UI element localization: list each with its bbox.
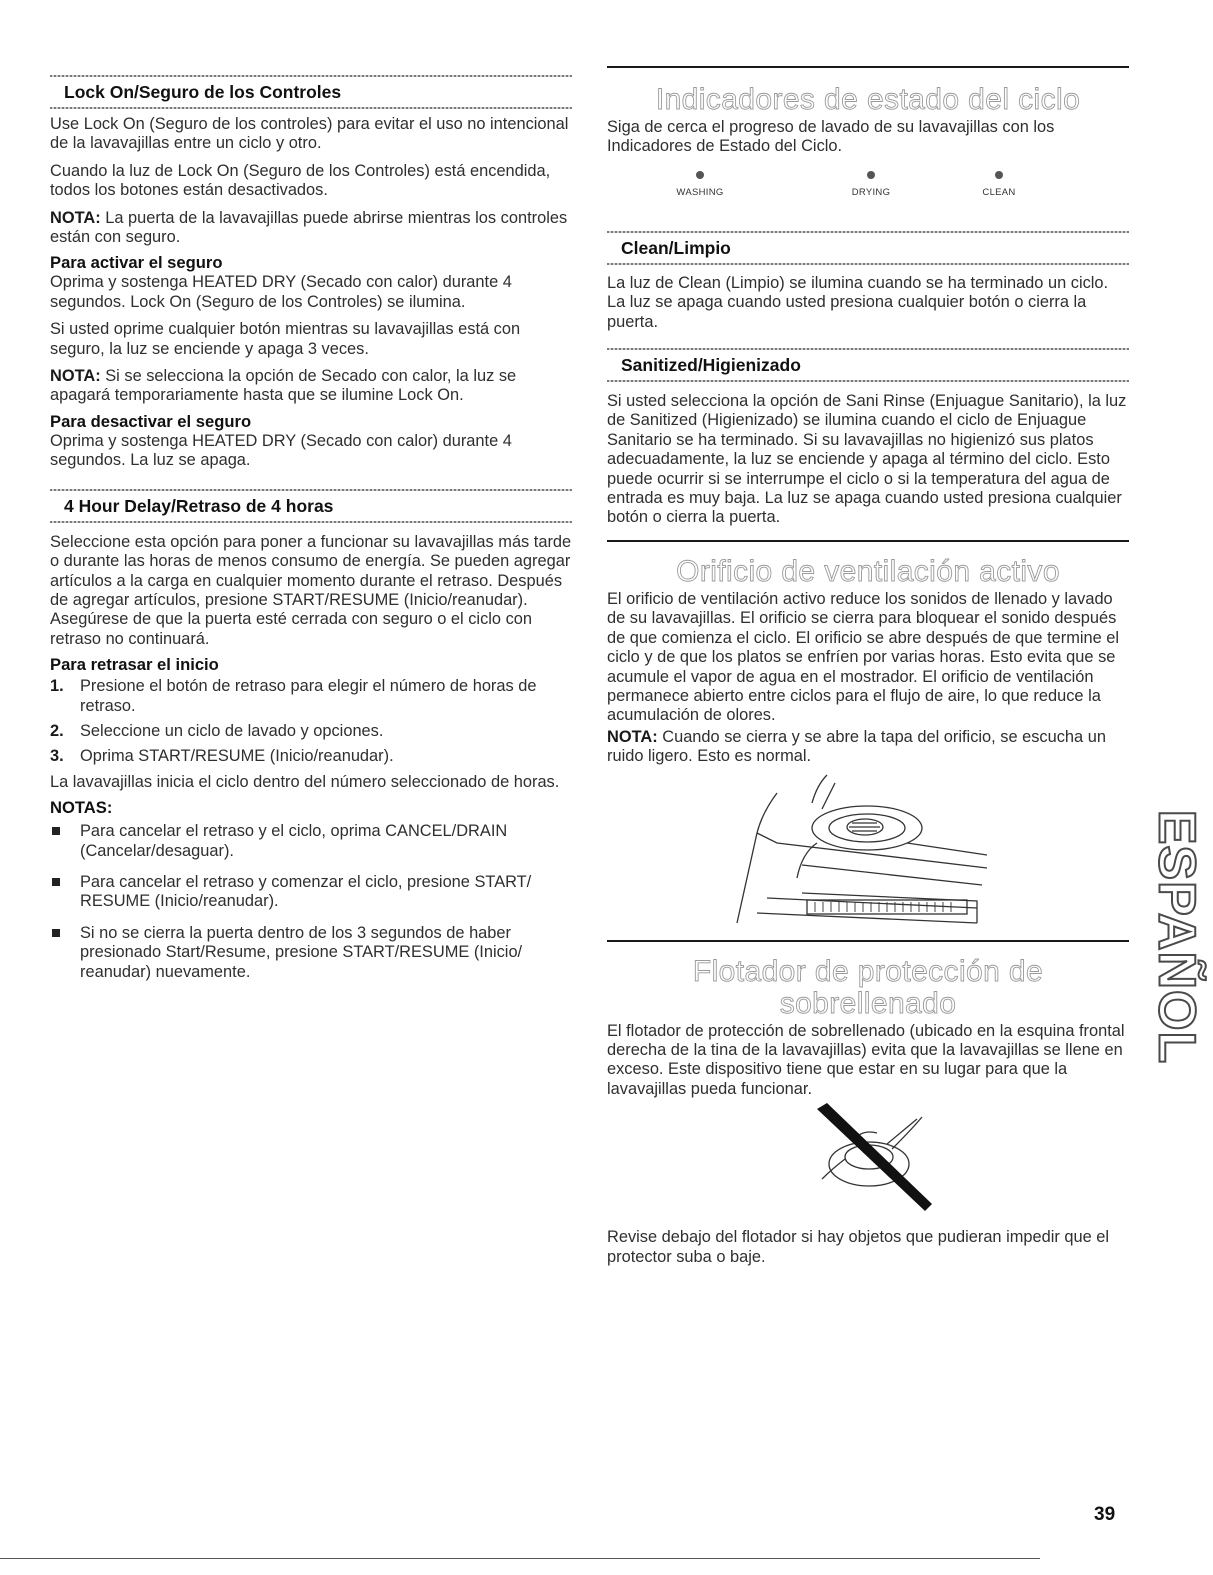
square-bullet-icon — [52, 878, 60, 886]
note-label: NOTA: — [50, 367, 101, 386]
sanitized-heading: Sanitized/Higienizado — [607, 348, 1129, 382]
bottom-divider — [0, 1558, 1040, 1559]
indicator-light-icon — [696, 171, 704, 179]
indicator-light-icon — [867, 171, 875, 179]
lock-note-2 — [50, 367, 572, 406]
right-column — [607, 0, 1129, 1267]
delay-start-heading: Para retrasar el inicio — [50, 655, 219, 675]
step-number: 2. — [50, 721, 64, 740]
step-text: Seleccione un ciclo de lavado y opciones. — [80, 721, 384, 740]
delay-paragraph-1: Seleccione esta opción para poner a funcionar su lavavajillas más tarde o durante las horas de menos consumo de energía. Se pueden agregar artículos a la carga en cualquier momento durante el retraso. Después de agregar artículos, presione START/RESUME (Inicio/reanudar). Asegúrese de que la puerta esté cerrada con seguro o el ciclo con retraso no continuará. — [50, 532, 572, 648]
list-item — [50, 722, 572, 741]
activate-paragraph-1: Oprima y sostenga HEATED DRY (Secado con calor) durante 4 segundos. Lock On (Seguro de los Controles) se ilumina. — [50, 273, 512, 311]
page-number: 39 — [1094, 1504, 1116, 1525]
note-text: Si no se cierra la puerta dentro de los 3 segundos de haber presionado Start/Resume, presione START/RESUME (Inicio/ reanudar) nuevamente. — [80, 923, 523, 981]
lock-paragraph-2: Cuando la luz de Lock On (Seguro de los Controles) está encendida, todos los botones están desactivados. — [50, 161, 551, 200]
vent-illustration — [607, 773, 1129, 931]
indicator-label: CLEAN — [982, 186, 1016, 198]
clean-indicator — [954, 171, 1044, 198]
step-number: 3. — [50, 747, 64, 766]
deactivate-paragraph: Oprima y sostenga HEATED DRY (Secado con calor) durante 4 segundos. La luz se apaga. — [50, 431, 512, 470]
float-illustration — [607, 1099, 1129, 1219]
float-heading — [607, 940, 1129, 1020]
note-text: Si se selecciona la opción de Secado con calor, la luz se apagará temporariamente hasta que se ilumine Lock On. — [50, 367, 517, 405]
status-paragraph: Siga de cerca el progreso de lavado de su lavavajillas con los Indicadores de Estado del Ciclo. — [607, 118, 1055, 156]
note-text: Para cancelar el retraso y comenzar el ciclo, presione START/ RESUME (Inicio/reanudar). — [80, 872, 532, 911]
vent-heading-text: Orificio de ventilación activo — [676, 554, 1060, 588]
vent-paragraph: El orificio de ventilación activo reduce los sonidos de llenado y lavado de su lavavajillas. El orificio se cierra para bloquear el sonido después de que comienza el ciclo. El orificio se abre después de que termine el ciclo y de que los platos se enfríen por varias horas. Esto evita que se acumule el vapor de agua en el mostrador. El orificio de ventilación permanece abierto entre ciclos para el flujo de aire, lo que reduce la acumulación de olores. — [607, 589, 1120, 725]
delay-heading: 4 Hour Delay/Retraso de 4 horas — [50, 489, 572, 523]
note-text: Para cancelar el retraso y el ciclo, oprima CANCEL/DRAIN (Cancelar/desaguar). — [80, 822, 508, 860]
activate-paragraph-2: Si usted oprime cualquier botón mientras su lavavajillas está con seguro, la luz se enciende y apaga 3 veces. — [50, 320, 521, 358]
float-paragraph-2: Revise debajo del flotador si hay objetos que pudieran impedir que el protector suba o baje. — [607, 1228, 1110, 1266]
washing-indicator — [655, 171, 745, 198]
lock-note-1 — [50, 209, 572, 248]
list-item — [50, 677, 572, 716]
slash-mark-icon — [817, 1103, 932, 1211]
step-text: Presione el botón de retraso para elegir el número de horas de retraso. — [80, 677, 537, 715]
deactivate-lock-heading: Para desactivar el seguro — [50, 411, 252, 431]
vent-panel-outline — [737, 793, 777, 923]
clean-paragraph: La luz de Clean (Limpio) se ilumina cuando se ha terminado un ciclo. La luz se apaga cuando usted presiona cualquier botón o cierra la puerta. — [607, 273, 1109, 331]
float-heading-text: Flotador de protección de sobrellenado — [692, 954, 1044, 1020]
step-number: 1. — [50, 677, 64, 696]
cycle-status-indicators — [607, 171, 1129, 217]
status-heading-text: Indicadores de estado del ciclo — [655, 83, 1081, 116]
note-label: NOTA: — [50, 208, 101, 227]
indicator-label: DRYING — [851, 186, 891, 198]
clean-heading: Clean/Limpio — [607, 231, 1129, 265]
list-item — [50, 873, 572, 912]
vent-note — [607, 728, 1129, 767]
delay-notes-list — [50, 822, 572, 982]
delay-paragraph-2: La lavavajillas inicia el ciclo dentro del número seleccionado de horas. — [50, 772, 560, 791]
vent-heading — [607, 540, 1129, 588]
indicator-light-icon — [995, 171, 1003, 179]
side-tab-label: ESPAÑOL — [1147, 809, 1206, 1065]
indicator-label: WASHING — [676, 186, 724, 198]
delay-notes-heading: NOTAS: — [50, 798, 113, 818]
status-heading — [607, 66, 1129, 116]
language-side-tab — [1147, 809, 1206, 1065]
square-bullet-icon — [52, 929, 60, 937]
step-text: Oprima START/RESUME (Inicio/reanudar). — [80, 747, 394, 766]
float-paragraph-1: El flotador de protección de sobrellenado (ubicado en la esquina frontal derecha de la tina de la lavavajillas) evita que la lavavajillas se llene en exceso. Este dispositivo tiene que estar en su lugar para que la lavavajillas pueda funcionar. — [607, 1021, 1125, 1098]
note-text: La puerta de la lavavajillas puede abrirse mientras los controles están con seguro. — [50, 208, 568, 247]
sanitized-paragraph: Si usted selecciona la opción de Sani Rinse (Enjuague Sanitario), la luz de Sanitized (Higienizado) se ilumina cuando el ciclo de Enjuague Sanitario se ha terminado. Si su lavavajillas no higienizó sus platos adecuadamente, la luz se enciende y apaga al término del ciclo. Esto puede ocurrir si se interrumpe el ciclo o si la temperatura del agua de entrada es muy baja. La luz se apaga cuando usted presiona cualquier botón o cierra la puerta. — [607, 392, 1127, 527]
lock-paragraph-1: Use Lock On (Seguro de los controles) para evitar el uso no intencional de la lavavajillas entre un ciclo y otro. — [50, 115, 569, 153]
note-label: NOTA: — [607, 727, 658, 746]
note-text: Cuando se cierra y se abre la tapa del orificio, se escucha un ruido ligero. Esto es normal. — [607, 727, 1106, 766]
drying-indicator — [826, 171, 916, 198]
lock-heading: Lock On/Seguro de los Controles — [50, 75, 572, 109]
list-item — [50, 747, 572, 766]
square-bullet-icon — [52, 827, 60, 835]
left-column — [50, 0, 572, 994]
activate-lock-heading: Para activar el seguro — [50, 253, 223, 273]
list-item — [50, 822, 572, 861]
list-item — [50, 924, 572, 982]
delay-steps-list — [50, 677, 572, 767]
